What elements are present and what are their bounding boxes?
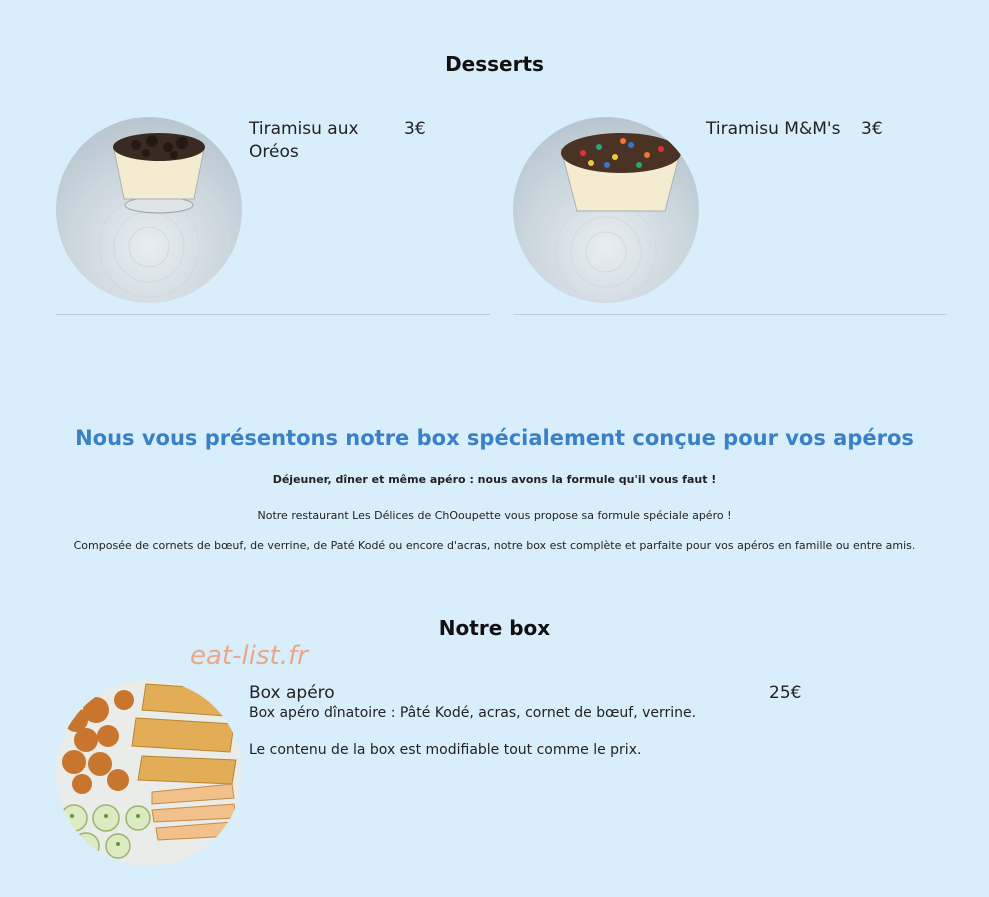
- watermark-logo: eat-list.fr: [190, 641, 308, 671]
- dessert-name-1: Tiramisu aux Oréos: [249, 119, 359, 162]
- tiramisu-oreo-image[interactable]: [56, 117, 242, 303]
- box-name: Box apéro: [249, 683, 335, 703]
- box-title: Notre box: [438, 616, 551, 640]
- promo-line-1: Déjeuner, dîner et même apéro : nous avons la formule qu'il vous faut !: [272, 473, 717, 486]
- box-note: Le contenu de la box est modifiable tout comme le prix.: [249, 742, 642, 758]
- divider-2: [513, 314, 947, 315]
- dessert-price-1: 3€: [404, 119, 426, 139]
- promo-line-2: Notre restaurant Les Délices de ChOoupette vous propose sa formule spéciale apéro !: [257, 509, 732, 522]
- dessert-price-2: 3€: [861, 119, 883, 139]
- box-price: 25€: [769, 683, 802, 703]
- desserts-title: Desserts: [445, 52, 544, 76]
- box-description: Box apéro dînatoire : Pâté Kodé, acras, cornet de bœuf, verrine.: [249, 705, 697, 721]
- dessert-name-2: Tiramisu M&M's: [706, 119, 841, 139]
- divider-1: [56, 314, 490, 315]
- box-apero-image[interactable]: [56, 680, 242, 866]
- promo-line-3: Composée de cornets de bœuf, de verrine, de Paté Kodé ou encore d'acras, notre box est complète et parfaite pour vos apéros en famille ou entre amis.: [73, 539, 916, 552]
- tiramisu-mms-image[interactable]: [513, 117, 699, 303]
- promo-heading: Nous vous présentons notre box spécialement conçue pour vos apéros: [75, 426, 914, 450]
